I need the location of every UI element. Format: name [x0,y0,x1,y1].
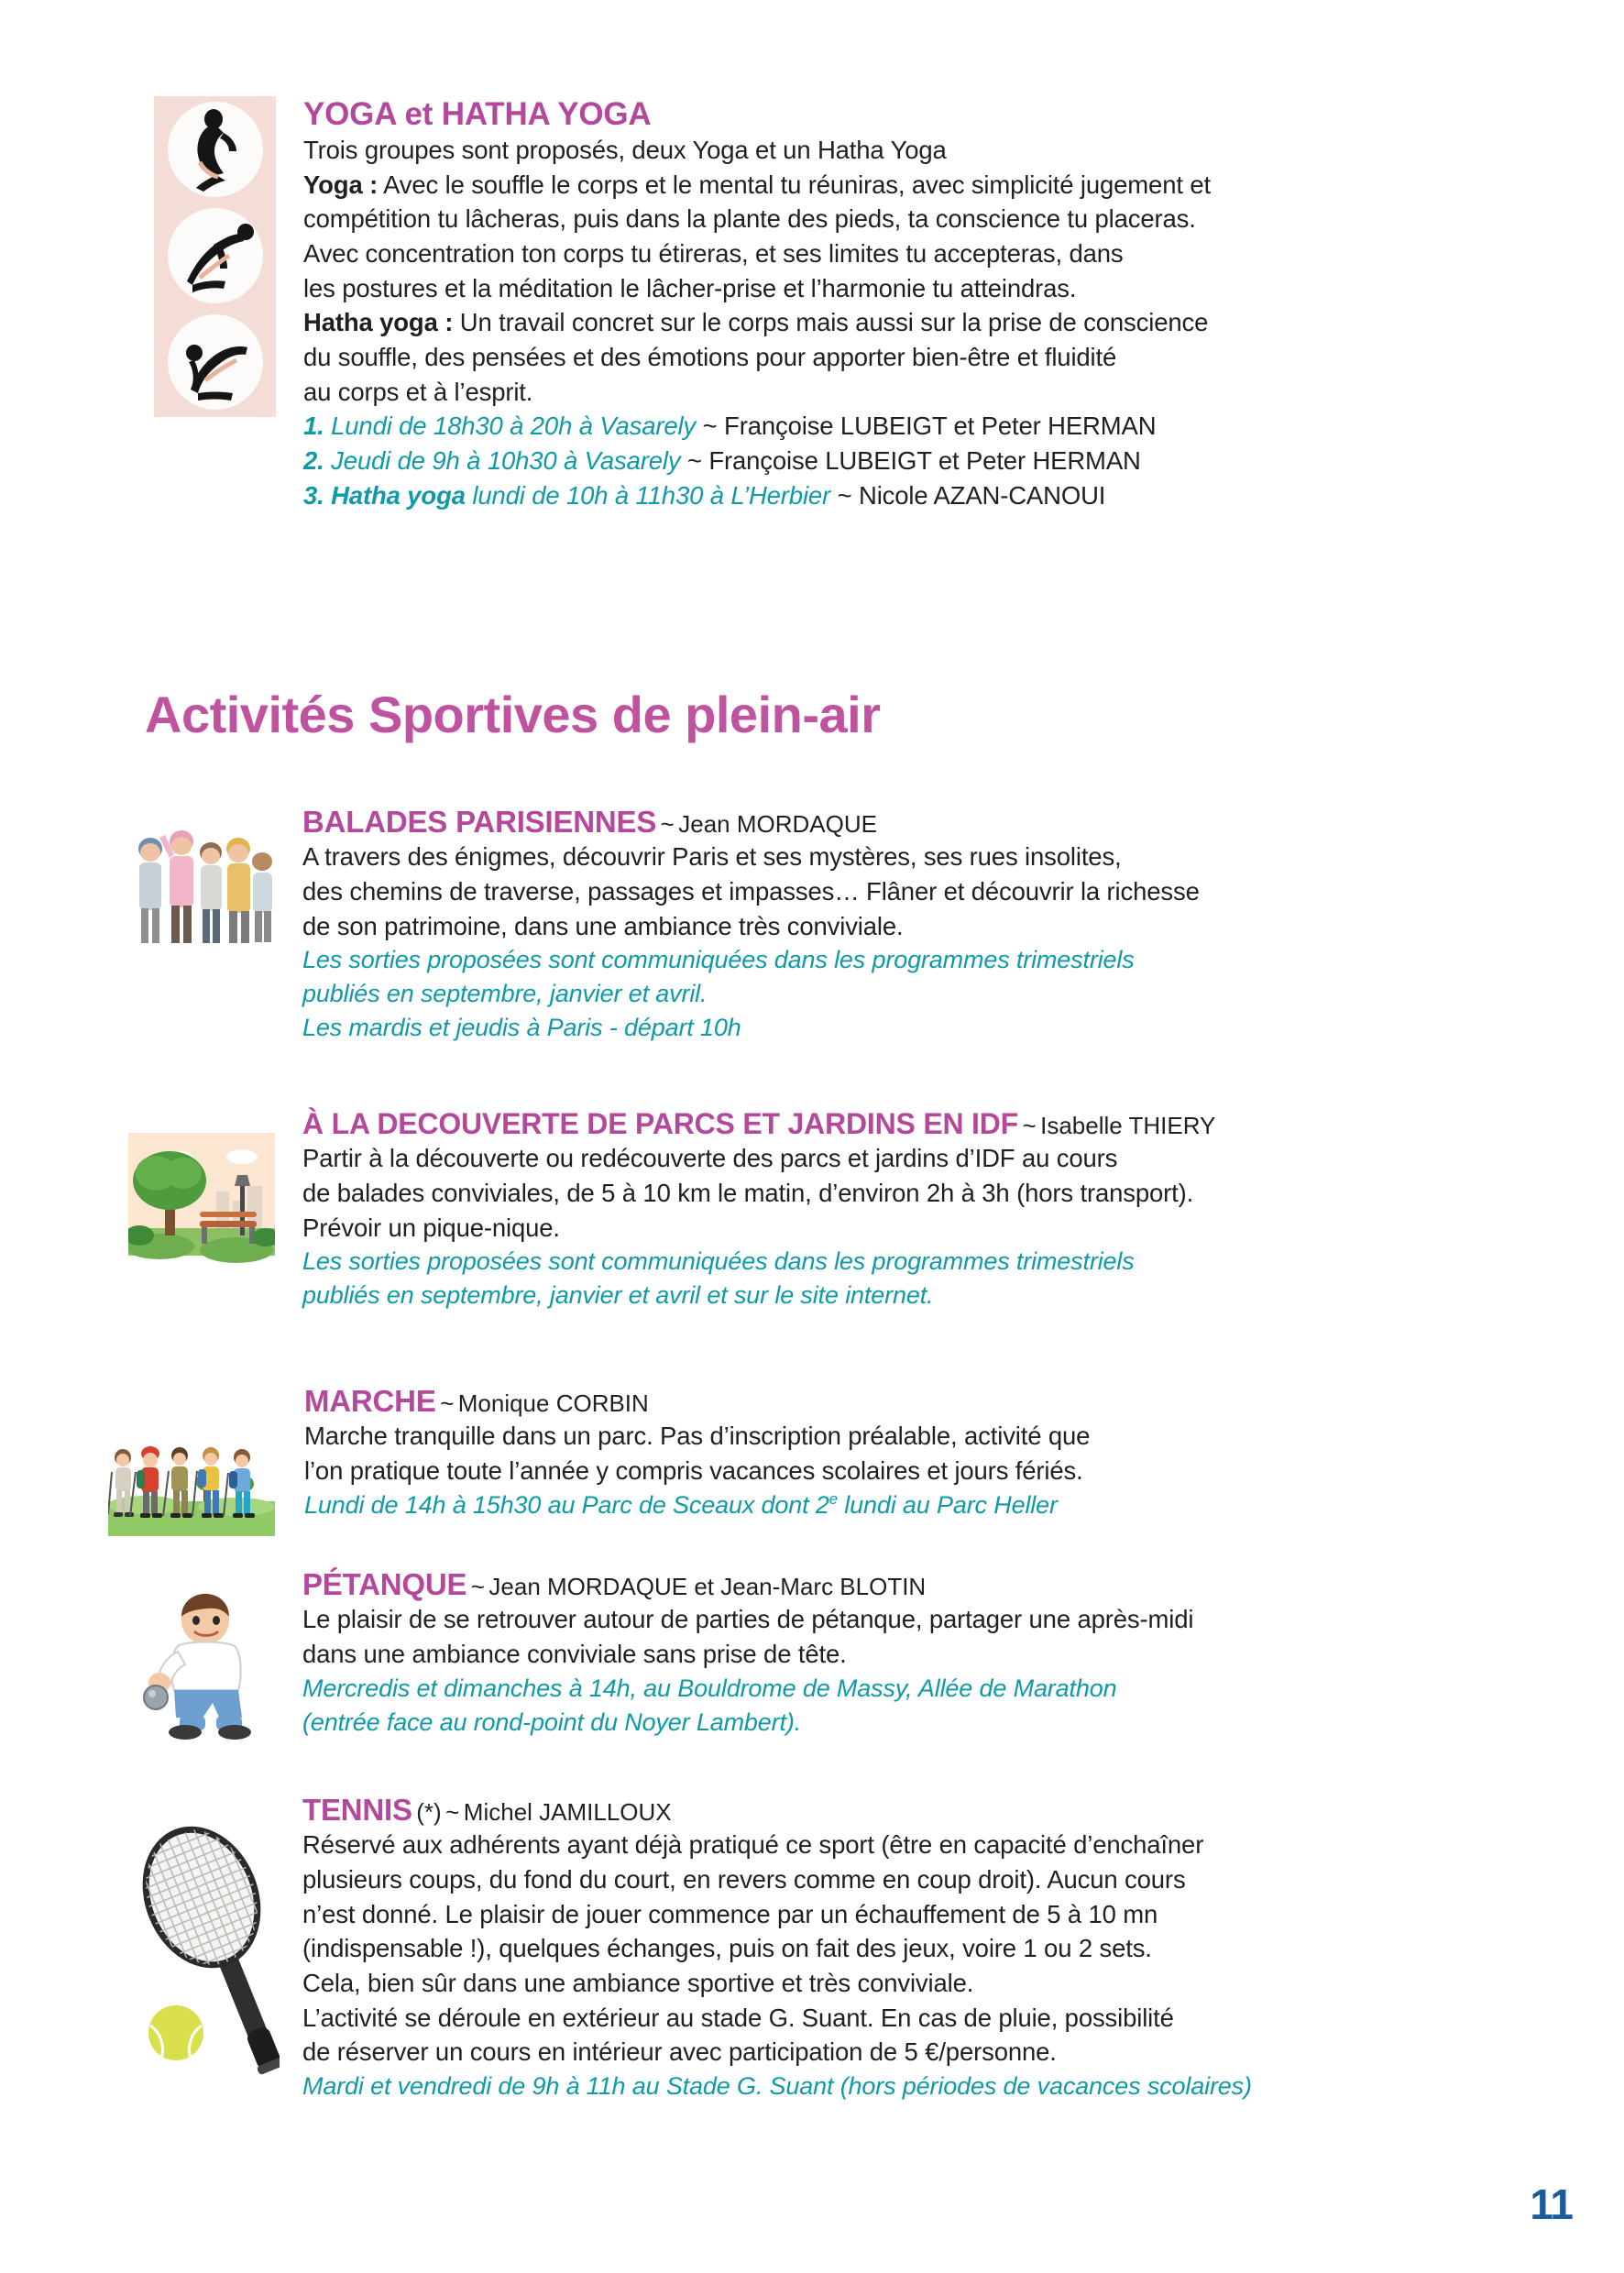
yoga-poses-photo [154,96,276,417]
tennis-title: TENNIS [302,1793,412,1827]
tennis-body-line: Cela, bien sûr dans une ambiance sportive et très conviviale. [302,1968,974,1997]
parcs-text-block [302,1109,1476,1312]
yoga-schedule-3-tilde: ~ [837,480,852,510]
yoga-paragraph-2-line-3: au corps et à l’esprit. [303,377,533,406]
balades-body-line: de son patrimoine, dans une ambiance très conviviale. [302,911,904,940]
yoga-pose-cell [154,96,276,203]
activity-entry-petanque [128,1569,1476,1745]
tennis-body-line: (indispensable !), quelques échanges, puis on fait des jeux, voire 1 ou 2 sets. [302,1934,1152,1963]
tennis-schedule-line: Mardi et vendredi de 9h à 11h au Stade G. Suant (hors périodes de vacances scolaires) [302,2072,1252,2100]
activity-entry-tennis [128,1795,1485,2103]
petanque-player-icon [128,1589,275,1745]
yoga-pose-icon [176,105,255,193]
balades-body-line: A travers des énigmes, découvrir Paris et ses mystères, ses rues insolites, [302,842,1122,872]
yoga-text-block [303,96,1474,512]
tennis-body-line: de réserver un cours en intérieur avec participation de 5 €/personne. [302,2037,1057,2067]
marche-illustration [108,1441,275,1542]
yoga-schedule-3-label: Hatha yoga [331,480,466,510]
activity-entry-yoga [154,96,1474,512]
nordic-walking-group-icon [108,1441,275,1542]
parcs-illustration [128,1133,275,1289]
marche-text-block [304,1386,1478,1522]
yoga-schedule-2-number: 2. [303,446,324,476]
yoga-illustration [154,96,276,417]
tennis-illustration [128,1813,280,2097]
yoga-pose-cell [154,203,276,309]
marche-schedule-before: Lundi de 14h à 15h30 au Parc de Sceaux dont 2 [304,1490,829,1519]
yoga-pose-cell [154,309,276,415]
petanque-animator: Jean MORDAQUE et Jean-Marc BLOTIN [488,1573,927,1600]
marche-tilde: ~ [440,1389,455,1417]
hatha-label: Hatha yoga : [303,308,454,337]
tennis-animator: Michel JAMILLOUX [463,1798,672,1826]
yoga-schedule-3-animator: Nicole AZAN-CANOUI [858,480,1106,510]
petanque-schedule-line: (entrée face au rond-point du Noyer Lambert). [302,1707,802,1736]
yoga-paragraph-1-line-3: Avec concentration ton corps tu étireras, et ses limites tu accepteras, dans [303,239,1124,269]
balades-animator: Jean MORDAQUE [678,810,877,838]
activity-entry-parcs [128,1109,1476,1312]
yoga-label: Yoga : [303,170,379,199]
section-heading: Activités Sportives de plein-air [145,686,881,743]
yoga-schedule-2 [303,444,1474,478]
balades-text-block [302,807,1476,1045]
tennis-body-line: n’est donné. Le plaisir de jouer commence par un échauffement de 5 à 10 mn [302,1899,1158,1928]
parcs-animator: Isabelle THIERY [1040,1112,1216,1139]
tennis-racket-and-ball-icon [128,1813,280,2097]
yoga-schedule-2-animator: Françoise LUBEIGT et Peter HERMAN [708,446,1141,476]
hatha-text: Un travail concret sur le corps mais aussi sur la prise de conscience [459,308,1209,337]
yoga-text: Avec le souffle le corps et le mental tu réuniras, avec simplicité jugement et [383,170,1211,199]
balades-body-line: des chemins de traverse, passages et impasses… Flâner et découvrir la richesse [302,876,1200,906]
tennis-tilde: ~ [445,1798,460,1826]
parcs-note-line: publiés en septembre, janvier et avril et sur le site internet. [302,1281,934,1310]
yoga-intro-line: Trois groupes sont proposés, deux Yoga et un Hatha Yoga [303,136,947,164]
yoga-title-row [303,98,1474,130]
tennis-body-line: plusieurs coups, du fond du court, en revers comme en coup droit). Aucun cours [302,1864,1186,1894]
tennis-body-line: L’activité se déroule en extérieur au stade G. Suant. En cas de pluie, possibilité [302,2003,1174,2032]
activity-entry-balades [128,807,1476,1045]
yoga-paragraph-1-line-2: compétition tu lâcheras, puis dans la plante des pieds, ta conscience tu placeras. [303,204,1196,234]
petanque-illustration [128,1589,275,1745]
park-bench-tree-icon [128,1133,275,1289]
parcs-title: À LA DECOUVERTE DE PARCS ET JARDINS EN IDF [302,1107,1019,1140]
parcs-title-row [302,1109,1476,1138]
petanque-body-line: Le plaisir de se retrouver autour de parties de pétanque, partager une après-midi [302,1605,1194,1634]
tennis-body-line: Réservé aux adhérents ayant déjà pratiqué ce sport (être en capacité d’enchaîner [302,1830,1204,1860]
yoga-paragraph-1-line-4: les postures et la méditation le lâcher-prise et l’harmonie tu atteindras. [303,273,1077,302]
petanque-text-block [302,1569,1476,1740]
marche-schedule-after: lundi au Parc Heller [837,1490,1058,1519]
yoga-schedule-3-time: lundi de 10h à 11h30 à L’Herbier [472,480,831,510]
activity-entry-marche [108,1386,1478,1542]
tennis-asterisk: (*) [416,1798,442,1826]
marche-body-line: Marche tranquille dans un parc. Pas d’inscription préalable, activité que [304,1422,1091,1451]
yoga-schedule-3-number: 3. [303,480,324,510]
yoga-paragraph-1-line-1 [303,168,1474,203]
marche-animator: Monique CORBIN [457,1389,649,1417]
yoga-title: YOGA et HATHA YOGA [303,96,652,132]
marche-schedule-line [304,1488,1478,1522]
parcs-body-line: Prévoir un pique-nique. [302,1213,560,1242]
tennis-title-row [302,1795,1485,1825]
marche-schedule-sup: e [828,1489,838,1508]
yoga-schedule-1-time: Lundi de 18h30 à 20h à Vasarely [331,412,697,441]
parcs-tilde: ~ [1022,1112,1037,1139]
petanque-schedule-line: Mercredis et dimanches à 14h, au Bouldrome de Massy, Allée de Marathon [302,1674,1117,1702]
yoga-schedule-2-tilde: ~ [686,446,702,476]
yoga-schedule-2-time: Jeudi de 9h à 10h30 à Vasarely [331,446,681,476]
yoga-schedule-1-tilde: ~ [702,412,718,441]
tennis-text-block [302,1795,1485,2103]
group-of-walkers-icon [128,821,275,959]
yoga-schedule-1-animator: Françoise LUBEIGT et Peter HERMAN [724,412,1157,441]
balades-title-row [302,807,1476,837]
petanque-tilde: ~ [470,1573,485,1600]
petanque-title: PÉTANQUE [302,1567,467,1601]
petanque-body-line: dans une ambiance conviviale sans prise de tête. [302,1639,847,1668]
yoga-schedule-3 [303,478,1474,513]
parcs-body-line: Partir à la découverte ou redécouverte des parcs et jardins d’IDF au cours [302,1144,1118,1173]
balades-title: BALADES PARISIENNES [302,805,657,839]
parcs-note-line: Les sorties proposées sont communiquées dans les programmes trimestriels [302,1247,1135,1276]
petanque-title-row [302,1569,1476,1599]
balades-note-line: publiés en septembre, janvier et avril. [302,980,708,1008]
marche-body-line: l’on pratique toute l’année y compris vacances scolaires et jours fériés. [304,1455,1083,1485]
yoga-paragraph-2-line-2: du souffle, des pensées et des émotions pour apporter bien-être et fluidité [303,343,1117,372]
yoga-pose-icon [174,214,257,298]
balades-schedule-line: Les mardis et jeudis à Paris - départ 10h [302,1014,741,1042]
yoga-schedule-1-number: 1. [303,412,324,441]
yoga-pose-icon [174,320,257,404]
balades-note-line: Les sorties proposées sont communiquées dans les programmes trimestriels [302,946,1135,974]
page-number: 11 [1530,2180,1573,2228]
balades-tilde: ~ [660,810,675,838]
yoga-paragraph-2-line-1 [303,305,1474,340]
yoga-schedule-1 [303,409,1474,444]
parcs-body-line: de balades conviviales, de 5 à 10 km le matin, d’environ 2h à 3h (hors transport). [302,1178,1194,1207]
balades-illustration [128,821,275,959]
marche-title: MARCHE [304,1384,436,1418]
marche-title-row [304,1386,1478,1416]
